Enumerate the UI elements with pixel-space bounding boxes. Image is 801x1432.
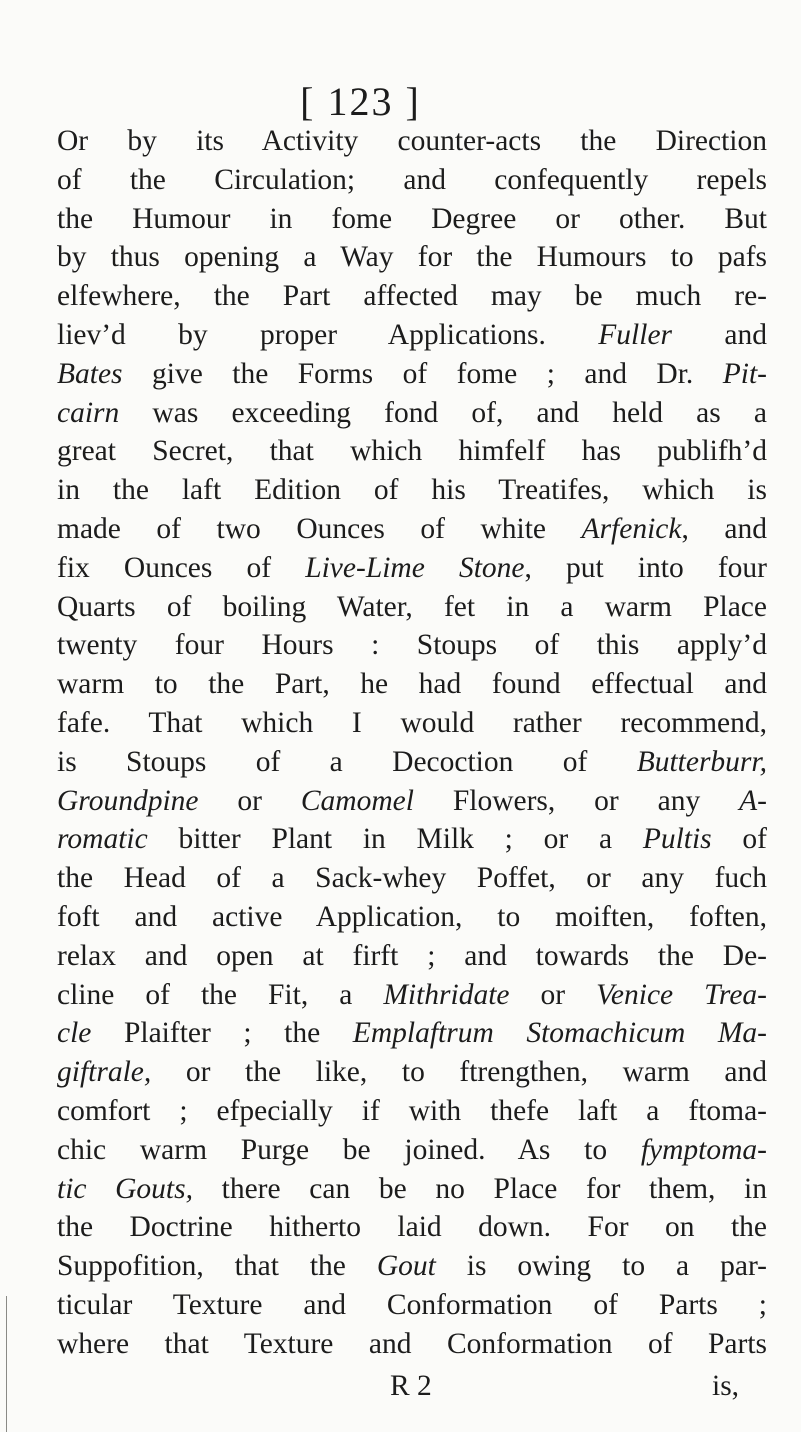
text-run: Or by its Activity counter-acts the Direction	[57, 125, 767, 157]
text-run: comfort ; efpecially if with thefe laft a ftoma-	[57, 1094, 767, 1127]
italic-text: romatic	[57, 823, 148, 856]
text-line	[57, 432, 767, 471]
text-line	[57, 1247, 767, 1286]
signature-mark: R 2	[390, 1370, 432, 1402]
italic-text: Butterburr,	[636, 745, 767, 778]
text-run: cline of the Fit, a	[57, 978, 384, 1011]
text-run: elfewhere, the Part affected may be much re-	[57, 280, 767, 313]
text-line	[57, 782, 767, 821]
text-line	[57, 238, 767, 277]
body-text	[57, 122, 767, 1364]
italic-text: A-	[739, 784, 767, 817]
text-line	[57, 277, 767, 316]
text-line	[57, 161, 767, 200]
italic-text: Emplaftrum Stomachicum Ma-	[352, 1017, 767, 1050]
text-run: or the like, to ftrengthen, warm and	[151, 1056, 767, 1089]
text-line	[57, 704, 767, 743]
text-line	[57, 1053, 767, 1092]
text-line	[57, 1208, 767, 1247]
text-line	[57, 355, 767, 394]
text-run: or	[198, 784, 301, 817]
text-run: , and	[681, 512, 767, 545]
catchword: is,	[712, 1370, 740, 1402]
text-line	[57, 1325, 767, 1364]
text-run: Flowers, or any	[413, 784, 740, 817]
text-line	[57, 898, 767, 937]
text-run: made of two Ounces of white	[57, 512, 582, 545]
text-run: , put into four	[524, 551, 767, 584]
italic-text: Groundpine	[57, 784, 199, 817]
text-run: relax and open at firft ; and towards the De-	[57, 939, 767, 972]
text-run: foft and active Application, to moiften, foften,	[57, 900, 767, 933]
text-run: liev’d by proper Applications.	[57, 318, 599, 351]
text-run: the Head of a Sack-whey Poffet, or any fuch	[57, 862, 767, 895]
text-run: where that Texture and Conformation of Parts	[57, 1327, 767, 1360]
text-line	[57, 859, 767, 898]
italic-text: Mithridate	[383, 978, 510, 1011]
text-line	[57, 1131, 767, 1170]
text-line	[57, 1170, 767, 1209]
italic-text: Fuller	[598, 318, 673, 351]
italic-text: Venice Trea-	[596, 978, 767, 1011]
text-line	[57, 510, 767, 549]
text-line	[57, 316, 767, 355]
text-run: bitter Plant in Milk ; or a	[147, 823, 643, 856]
text-line	[57, 1014, 767, 1053]
text-run: in the laft Edition of his Treatifes, which is	[57, 474, 767, 507]
italic-text: Camomel	[300, 784, 414, 817]
text-run: Plaifter ; the	[91, 1017, 353, 1050]
text-line	[57, 122, 767, 161]
page-edge-line	[6, 1296, 7, 1432]
italic-text: Arfenick	[581, 512, 682, 545]
text-line	[57, 549, 767, 588]
text-line	[57, 588, 767, 627]
text-run: of the Circulation; and confequently repels	[57, 163, 767, 196]
text-line	[57, 937, 767, 976]
text-run: is owing to a par-	[435, 1250, 767, 1283]
text-run: Suppofition, that the	[57, 1250, 377, 1283]
text-line	[57, 1092, 767, 1131]
italic-text: Bates	[57, 357, 123, 390]
text-line	[57, 471, 767, 510]
text-line	[57, 200, 767, 239]
text-run: the Doctrine hitherto laid down. For on the	[57, 1211, 767, 1244]
text-run: by thus opening a Way for the Humours to pafs	[57, 241, 767, 274]
italic-text: Pultis	[642, 823, 712, 856]
text-line	[57, 626, 767, 665]
text-line	[57, 665, 767, 704]
text-run: was exceeding fond of, and held as a	[119, 396, 767, 429]
text-run: Quarts of boiling Water, fet in a warm Place	[57, 590, 767, 623]
text-run: warm to the Part, he had found effectual and	[57, 668, 767, 701]
italic-text: Live-Lime Stone	[305, 551, 525, 584]
text-run: the Humour in fome Degree or other. But	[57, 202, 767, 235]
text-run: there can be no Place for them, in	[193, 1172, 768, 1205]
text-run: twenty four Hours : Stoups of this apply’d	[57, 629, 767, 662]
text-line	[57, 1286, 767, 1325]
italic-text: fymptoma-	[640, 1133, 767, 1166]
text-run: or	[509, 978, 597, 1011]
text-line	[57, 976, 767, 1015]
text-line	[57, 743, 767, 782]
italic-text: cle	[57, 1017, 92, 1050]
italic-text: Gout	[376, 1250, 436, 1283]
text-line	[57, 820, 767, 859]
text-run: ticular Texture and Conformation of Parts ;	[57, 1288, 767, 1321]
italic-text: tic Gouts,	[57, 1172, 193, 1205]
text-run: great Secret, that which himfelf has publifh’d	[57, 435, 767, 468]
italic-text: Pit-	[722, 357, 767, 390]
text-line	[57, 394, 767, 433]
text-run: fafe. That which I would rather recommend,	[57, 706, 767, 739]
italic-text: cairn	[57, 396, 120, 429]
page-number: [ 123 ]	[300, 79, 421, 124]
text-run: of	[711, 823, 767, 856]
italic-text: giftrale,	[57, 1056, 152, 1089]
text-run: is Stoups of a Decoction of	[57, 745, 637, 778]
text-run: give the Forms of fome ; and Dr.	[122, 357, 723, 390]
text-run: and	[672, 318, 767, 351]
text-run: chic warm Purge be joined. As to	[57, 1133, 641, 1166]
text-run: fix Ounces of	[57, 551, 306, 584]
